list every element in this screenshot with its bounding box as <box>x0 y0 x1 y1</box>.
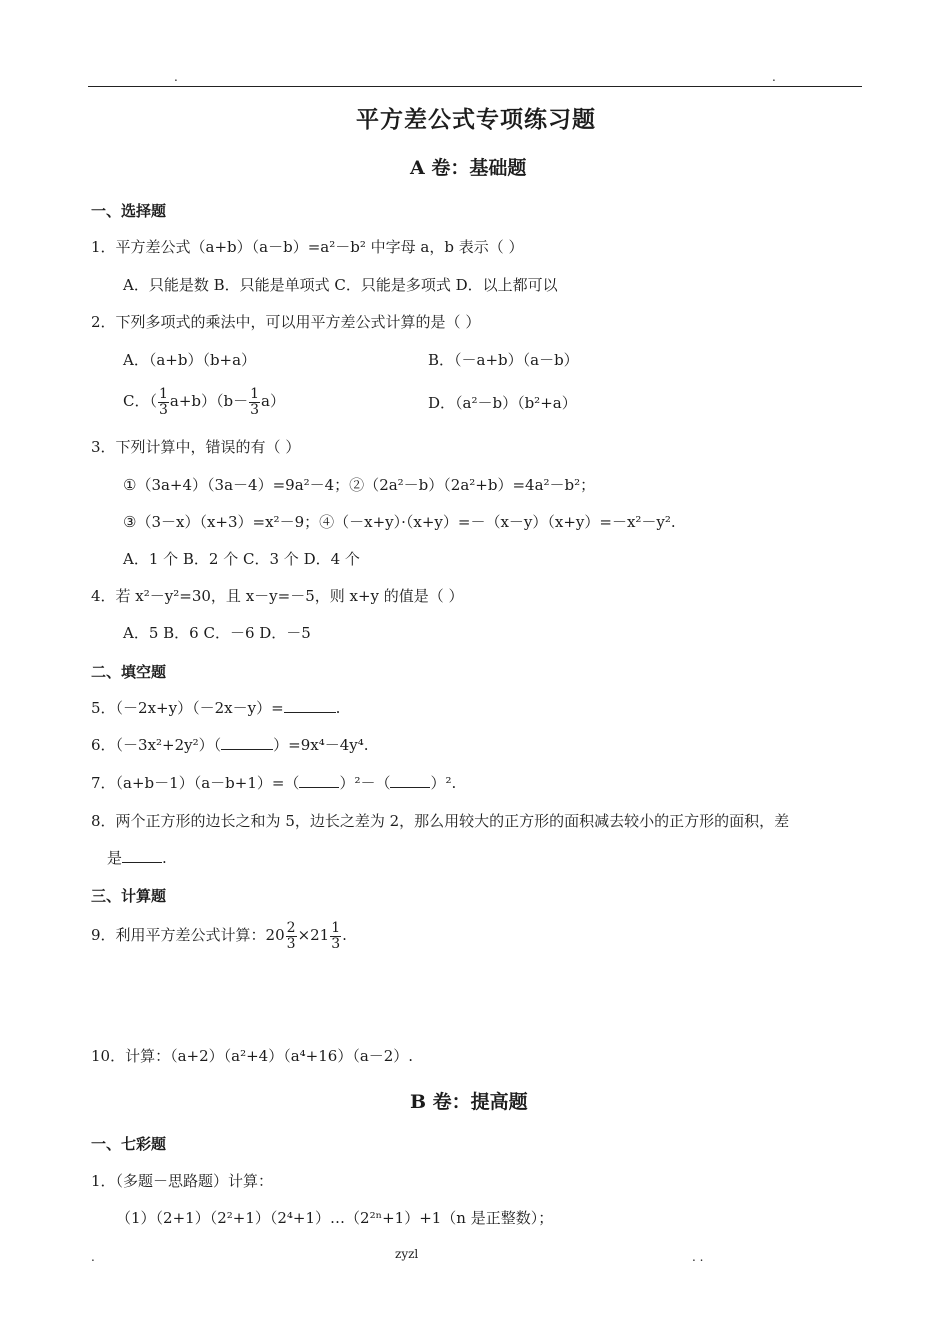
answer-blank[interactable] <box>390 773 430 788</box>
fraction-numerator: 2 <box>286 919 296 936</box>
question-3-line-2: ③（3－x）（x+3）=x²－9；④（－x+y）·（x+y）=－（x－y）（x+y）=－x²－y². <box>123 513 676 531</box>
question-6-text: 6．（－3x²+2y²）（ <box>91 736 222 754</box>
question-2-option-c <box>123 379 285 423</box>
question-8-text: 是 <box>107 849 123 867</box>
answer-blank[interactable] <box>122 848 162 863</box>
answer-blank[interactable] <box>284 698 336 713</box>
question-1-options: A．只能是数 B．只能是单项式 C．只能是多项式 D．以上都可以 <box>123 276 558 294</box>
header-dot-left: . <box>174 70 178 84</box>
question-10: 10．计算：（a+2）（a²+4）（a⁴+16）（a－2）. <box>91 1047 414 1065</box>
page-title: 平方差公式专项练习题 <box>356 106 596 133</box>
answer-blank[interactable] <box>299 773 339 788</box>
question-9 <box>91 913 347 957</box>
question-2-option-d: D．（a²－b）（b²+a） <box>428 394 577 412</box>
question-9-end: . <box>342 926 347 944</box>
fraction-one-third <box>249 387 260 418</box>
question-3-line-1: ①（3a+4）（3a－4）=9a²－4；②（2a²－b）（2a²+b）=4a²－b²； <box>123 476 596 494</box>
question-7 <box>91 772 456 793</box>
question-3: 3．下列计算中，错误的有（ ） <box>91 438 301 456</box>
question-3-options: A．1 个 B．2 个 C．3 个 D．4 个 <box>123 550 360 568</box>
question-7-text: 7．（a+b－1）（a－b+1）=（ <box>91 774 300 792</box>
question-b1: 1．（多题－思路题）计算： <box>91 1172 274 1190</box>
question-2: 2．下列多项式的乘法中，可以用平方差公式计算的是（ ） <box>91 313 481 331</box>
footer-dots-right: . . <box>692 1250 704 1264</box>
question-4-options: A．5 B．6 C．－6 D．－5 <box>123 624 311 642</box>
fraction-denominator: 3 <box>158 401 168 418</box>
question-8-line-1: 8．两个正方形的边长之和为 5，边长之差为 2，那么用较大的正方形的面积减去较小的正方形的面积，差 <box>91 812 790 830</box>
question-7-middle: ）²－（ <box>339 774 391 792</box>
answer-blank[interactable] <box>221 735 273 750</box>
part-colorful-heading: 一、七彩题 <box>91 1135 167 1153</box>
fraction-two-thirds <box>286 921 297 952</box>
fraction-numerator: 1 <box>331 919 341 936</box>
option-c-middle: a+b）（b－ <box>169 392 249 410</box>
question-2-option-b: B．（－a+b）（a－b） <box>428 351 579 369</box>
question-5-end: . <box>335 699 341 717</box>
question-8-line-2 <box>107 847 167 868</box>
fraction-denominator: 3 <box>286 935 296 952</box>
fraction-denominator: 3 <box>250 401 260 418</box>
header-dot-right: . <box>772 70 776 84</box>
part-calc-heading: 三、计算题 <box>91 887 167 905</box>
question-8-end: . <box>162 849 167 867</box>
part-fill-heading: 二、填空题 <box>91 663 167 681</box>
question-5-text: 5．（－2x+y）（－2x－y）= <box>91 699 284 717</box>
fraction-one-third <box>158 387 169 418</box>
section-a-heading: A 卷：基础题 <box>410 157 527 179</box>
question-5 <box>91 697 340 718</box>
fraction-one-third <box>330 921 341 952</box>
question-6 <box>91 734 369 755</box>
option-c-prefix: C．（ <box>123 392 157 410</box>
part-choice-heading: 一、选择题 <box>91 202 167 220</box>
header-rule <box>88 86 862 87</box>
footer-dot-left: . <box>91 1250 95 1264</box>
question-9-middle: ×21 <box>297 926 330 944</box>
question-4: 4．若 x²－y²=30，且 x－y=－5，则 x+y 的值是（ ） <box>91 587 464 605</box>
fraction-numerator: 1 <box>250 385 260 402</box>
question-7-end: ）². <box>430 774 457 792</box>
question-b1-sub-1: （1）（2+1）（2²+1）（2⁴+1）…（2²ⁿ+1）+1（n 是正整数）； <box>116 1209 554 1227</box>
fraction-denominator: 3 <box>331 935 341 952</box>
question-2-option-a: A．（a+b）（b+a） <box>123 351 257 369</box>
question-1: 1．平方差公式（a+b）（a－b）=a²－b² 中字母 a，b 表示（ ） <box>91 238 524 256</box>
fraction-numerator: 1 <box>158 385 168 402</box>
option-c-suffix: a） <box>261 392 285 410</box>
section-b-heading: B 卷：提高题 <box>410 1091 528 1113</box>
question-9-text: 9．利用平方差公式计算：20 <box>91 926 285 944</box>
footer-label: zyzl <box>395 1247 419 1261</box>
question-6-end: ）=9x⁴－4y⁴. <box>273 736 369 754</box>
